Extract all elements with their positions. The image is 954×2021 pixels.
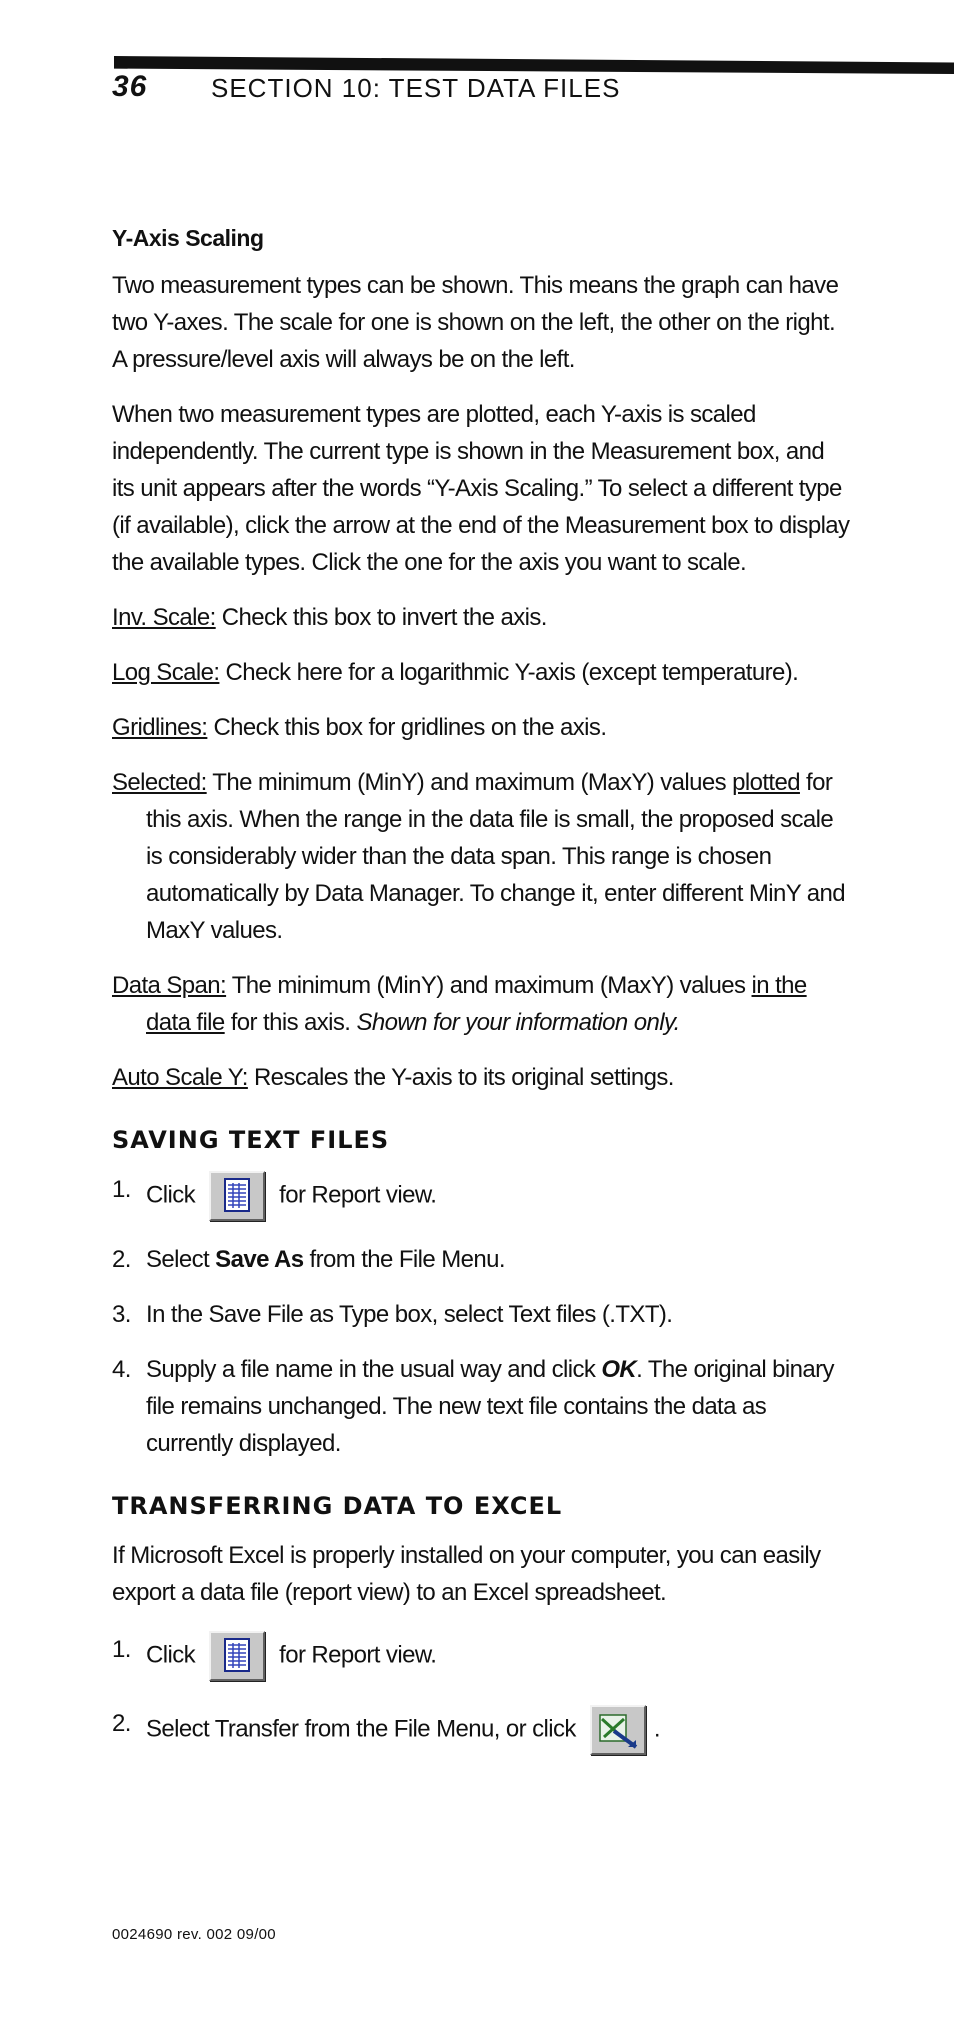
inv-scale-term: Inv. Scale: <box>112 604 216 631</box>
auto-scale-term: Auto Scale Y: <box>112 1064 248 1091</box>
data-span-text-b: for this axis. <box>224 1009 357 1036</box>
data-span-in-file: in the data file <box>146 972 807 1036</box>
step-text: Click <box>146 1641 195 1669</box>
saving-text-files-heading: SAVING TEXT FILES <box>112 1126 390 1154</box>
selected-text-a: The minimum (MinY) and maximum (MaxY) values <box>206 769 733 796</box>
data-span-item <box>112 967 852 1041</box>
step-number: 2. <box>112 1246 131 1273</box>
inv-scale-text: Check this box to invert the axis. <box>215 604 547 631</box>
saving-step-3 <box>112 1296 852 1333</box>
excel-intro: If Microsoft Excel is properly installed on your computer, you can easily export a data file (report view) to an Excel spreadsheet. <box>112 1542 821 1606</box>
y-axis-scaling-title: Y-Axis Scaling <box>112 225 264 251</box>
saving-step-2 <box>112 1241 852 1278</box>
step-number: 2. <box>112 1710 131 1737</box>
log-scale-term: Log Scale: <box>112 659 220 686</box>
report-view-glyph <box>211 1173 263 1219</box>
save-as-term: Save As <box>215 1246 304 1273</box>
transfer-glyph <box>592 1707 644 1753</box>
gridlines-term: Gridlines: <box>112 714 208 741</box>
selected-text-b: for this axis. When the range in the data file is small, the proposed scale is considerably wider than the data span. This range is chosen automatically by Data Manager. To change it, enter different MinY and MaxY values. <box>146 769 846 944</box>
y-axis-para-2: When two measurement types are plotted, each Y-axis is scaled independently. The current type is shown in the Measurement box, and its unit appears after the words “Y-Axis Scaling.” To select a different type (if available), click the arrow at the end of the Measurement box to display the available types. Click the one for the axis you want to scale. <box>112 401 850 576</box>
page-number: 36 <box>112 70 148 103</box>
step-text: Supply a file name in the usual way and click <box>146 1356 602 1383</box>
y-axis-para-1: Two measurement types can be shown. This means the graph can have two Y-axes. The scale for one is shown on the left, the other on the right. A pressure/level axis will always be on the left. <box>112 272 839 373</box>
ok-term: OK <box>601 1356 637 1383</box>
step-text: for Report view. <box>279 1181 437 1209</box>
step-number: 1. <box>112 1636 131 1663</box>
selected-term: Selected: <box>112 769 207 796</box>
excel-step-1 <box>112 1631 852 1681</box>
step-number: 4. <box>112 1356 131 1383</box>
step-text: from the File Menu. <box>303 1246 505 1273</box>
auto-scale-text: Rescales the Y-axis to its original settings. <box>247 1064 674 1091</box>
transferring-data-heading: TRANSFERRING DATA TO EXCEL <box>112 1492 563 1520</box>
step-number: 3. <box>112 1301 131 1328</box>
log-scale-item <box>112 654 852 691</box>
step-text: . The original binary file remains unchanged. The new text file contains the data as currently displayed. <box>146 1356 834 1457</box>
step-text: Click <box>146 1181 195 1209</box>
data-span-note: Shown for your information only. <box>356 1009 680 1036</box>
inv-scale-item <box>112 599 852 636</box>
document-revision: 0024690 rev. 002 09/00 <box>112 1926 276 1943</box>
saving-step-1 <box>112 1171 852 1221</box>
excel-step-2 <box>112 1705 852 1755</box>
report-view-icon[interactable] <box>209 1631 265 1681</box>
step-text: Select <box>146 1246 216 1273</box>
step-text: for Report view. <box>279 1641 437 1669</box>
step-text: In the Save File as Type box, select Text files (.TXT). <box>146 1301 673 1328</box>
gridlines-item <box>112 709 852 746</box>
step-text: . <box>653 1715 660 1743</box>
transfer-to-excel-icon[interactable] <box>590 1705 646 1755</box>
gridlines-text: Check this box for gridlines on the axis. <box>207 714 607 741</box>
selected-item <box>112 764 852 949</box>
data-span-term: Data Span: <box>112 972 227 999</box>
log-scale-text: Check here for a logarithmic Y-axis (except temperature). <box>219 659 799 686</box>
auto-scale-item <box>112 1059 852 1096</box>
selected-plotted: plotted <box>732 769 800 796</box>
section-title: SECTION 10: TEST DATA FILES <box>211 73 621 103</box>
saving-step-4 <box>112 1351 852 1462</box>
header-rule <box>114 56 954 74</box>
data-span-text-a: The minimum (MinY) and maximum (MaxY) values <box>226 972 752 999</box>
step-text: Select Transfer from the File Menu, or click <box>146 1715 576 1743</box>
report-view-glyph <box>211 1633 263 1679</box>
page-content <box>112 220 852 1773</box>
step-number: 1. <box>112 1176 131 1203</box>
report-view-icon[interactable] <box>209 1171 265 1221</box>
